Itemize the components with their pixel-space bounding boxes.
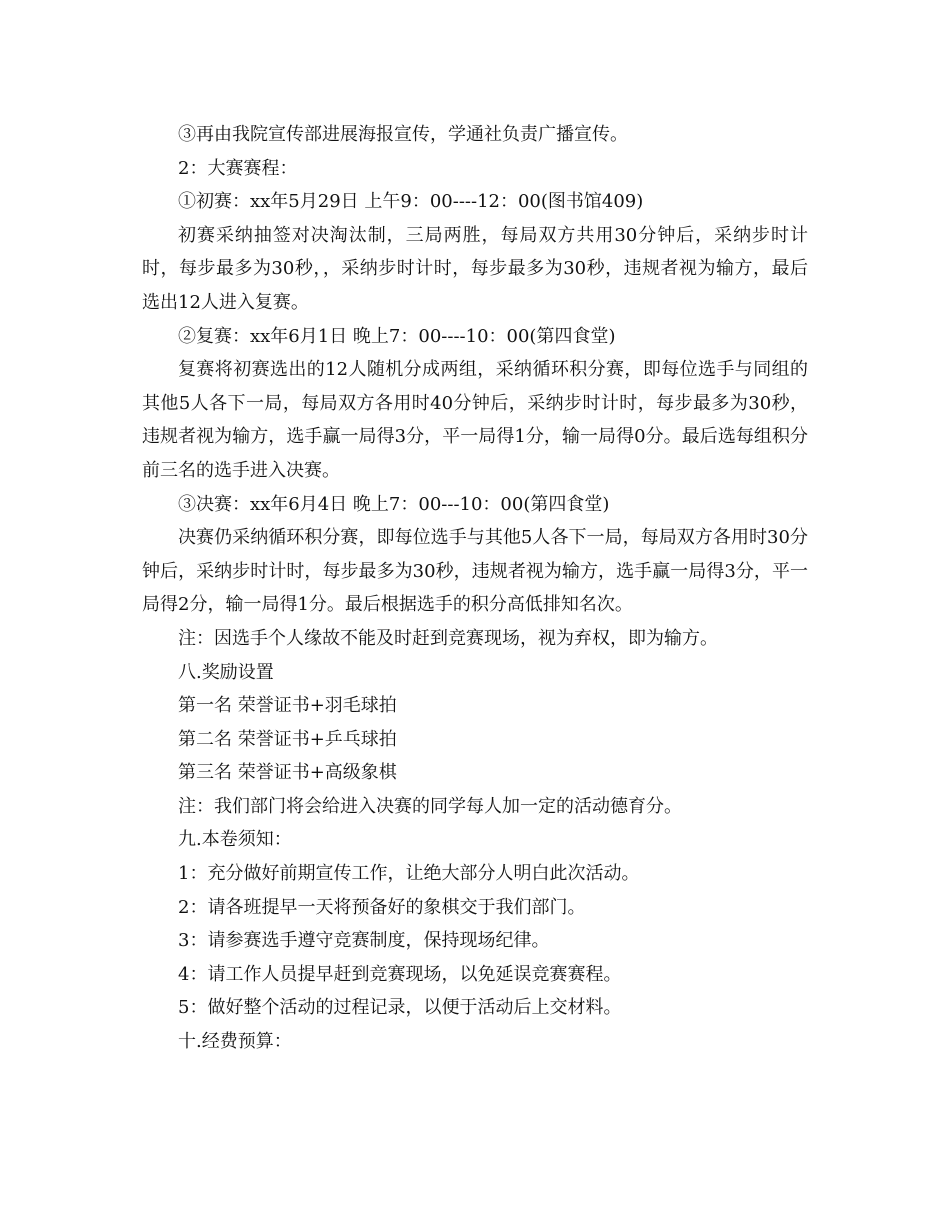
notice-item-4: 4：请工作人员提早赶到竞赛现场，以免延误竞赛赛程。 [178,963,622,985]
paragraph-final-time: ③决赛：xx年6月4日 晚上7：00---10：00(第四食堂) [178,493,610,515]
heading-awards: 八.奖励设置 [178,661,274,683]
notice-item-1: 1：充分做好前期宣传工作，让绝大部分人明白此次活动。 [178,863,640,885]
paragraph-second-round-time: ②复赛：xx年6月1日 晚上7：00----10：00(第四食堂) [178,325,616,347]
notice-item-2: 2：请各班提早一天将预备好的象棋交于我们部门。 [178,896,586,918]
heading-budget: 十.经费预算： [178,1031,292,1053]
note-credit: 注：我们部门将会给进入决赛的同学每人加一定的活动德育分。 [178,795,682,817]
heading-schedule: 2：大赛赛程： [178,157,298,179]
paragraph-promotion-3: ③再由我院宣传部进展海报宣传，学通社负责广播宣传。 [178,124,628,145]
paragraph-preliminary-time: ①初赛：xx年5月29日 上午9：00----12：00(图书馆409) [178,191,644,213]
award-second: 第二名 荣誉证书+乒乓球拍 [178,728,397,750]
award-first: 第一名 荣誉证书+羽毛球拍 [178,695,397,717]
heading-notices: 九.本卷须知： [178,829,292,851]
paragraph-final-rules: 决赛仍采纳循环积分赛，即每位选手与其他5人各下一局，每局双方各用时30分钟后，采纳步时计时，每步最多为30秒，违规者视为输方，选手赢一局得3分，平一局得2分，输一局得1分。最后根据选手的积分高低排知名次。 [142,527,808,616]
notice-item-3: 3：请参赛选手遵守竞赛制度，保持现场纪律。 [178,930,550,952]
paragraph-second-round-rules: 复赛将初赛选出的12人随机分成两组，采纳循环积分赛，即每位选手与同组的其他5人各下一局，每局双方各用时40分钟后，采纳步时计时，每步最多为30秒，违规者视为输方，选手赢一局得3分，平一局得1分，输一局得0分。最后选每组积分前三名的选手进入决赛。 [142,359,808,481]
paragraph-preliminary-rules: 初赛采纳抽签对决淘汰制，三局两胜，每局双方共用30分钟后，采纳步时计时，每步最多为30秒，，采纳步时计时，每步最多为30秒，违规者视为输方，最后选出12人进入复赛。 [142,224,808,313]
note-absence: 注：因选手个人缘故不能及时赶到竞赛现场，视为弃权，即为输方。 [178,627,718,649]
notice-item-5: 5：做好整个活动的过程记录，以便于活动后上交材料。 [178,997,622,1019]
award-third: 第三名 荣誉证书+高级象棋 [178,762,397,784]
document-body [142,118,808,1059]
